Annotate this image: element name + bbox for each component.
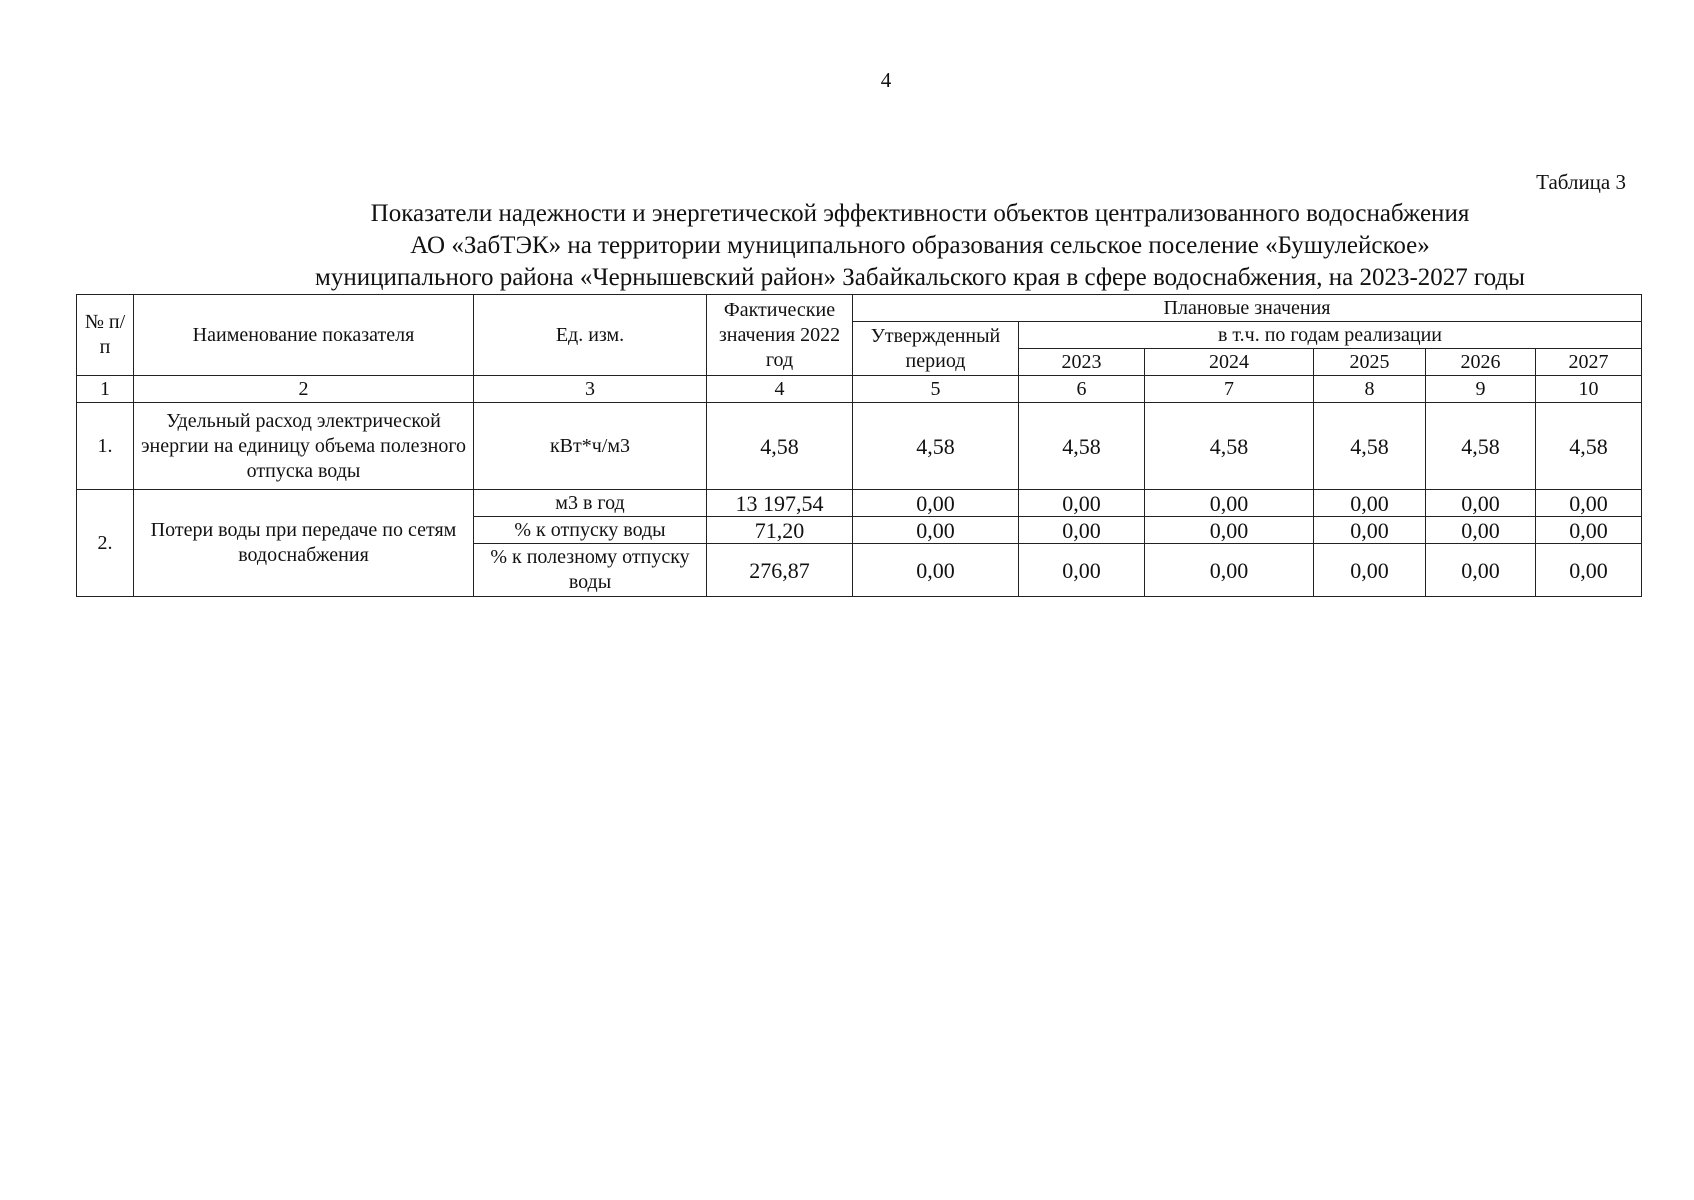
header-year: 2026 bbox=[1426, 349, 1536, 376]
column-index: 6 bbox=[1019, 376, 1145, 403]
header-row-1 bbox=[77, 295, 1642, 322]
value-2025: 0,00 bbox=[1314, 490, 1426, 517]
column-index: 7 bbox=[1145, 376, 1314, 403]
value-2023: 0,00 bbox=[1019, 544, 1145, 597]
value-2024: 0,00 bbox=[1145, 517, 1314, 544]
table-label: Таблица 3 bbox=[1536, 170, 1626, 194]
header-actual: Фактические значения 2022 год bbox=[707, 295, 853, 376]
header-year: 2023 bbox=[1019, 349, 1145, 376]
value-2027: 0,00 bbox=[1536, 544, 1642, 597]
table-row bbox=[77, 403, 1642, 490]
header-year: 2027 bbox=[1536, 349, 1642, 376]
header-planned: Плановые значения bbox=[853, 295, 1642, 322]
value-approved: 0,00 bbox=[853, 490, 1019, 517]
indicators-table bbox=[76, 294, 1642, 597]
row-num: 2. bbox=[77, 490, 134, 597]
value-approved: 0,00 bbox=[853, 544, 1019, 597]
value-2026: 4,58 bbox=[1426, 403, 1536, 490]
row-unit: % к отпуску воды bbox=[474, 517, 707, 544]
page-number: 4 bbox=[880, 68, 892, 92]
value-2025: 0,00 bbox=[1314, 517, 1426, 544]
value-actual-2022: 13 197,54 bbox=[707, 490, 853, 517]
header-num: № п/п bbox=[77, 295, 134, 376]
column-index: 8 bbox=[1314, 376, 1426, 403]
value-approved: 0,00 bbox=[853, 517, 1019, 544]
header-unit: Ед. изм. bbox=[474, 295, 707, 376]
value-2025: 0,00 bbox=[1314, 544, 1426, 597]
value-2027: 4,58 bbox=[1536, 403, 1642, 490]
value-actual-2022: 71,20 bbox=[707, 517, 853, 544]
column-index: 4 bbox=[707, 376, 853, 403]
value-actual-2022: 4,58 bbox=[707, 403, 853, 490]
value-2024: 4,58 bbox=[1145, 403, 1314, 490]
column-index: 1 bbox=[77, 376, 134, 403]
column-index: 9 bbox=[1426, 376, 1536, 403]
value-approved: 4,58 bbox=[853, 403, 1019, 490]
value-2023: 0,00 bbox=[1019, 490, 1145, 517]
header-year: 2025 bbox=[1314, 349, 1426, 376]
header-approved: Утвержденный период bbox=[853, 322, 1019, 376]
table-row bbox=[77, 490, 1642, 517]
value-2027: 0,00 bbox=[1536, 490, 1642, 517]
value-2025: 4,58 bbox=[1314, 403, 1426, 490]
row-unit: % к полезному отпуску воды bbox=[474, 544, 707, 597]
column-index: 5 bbox=[853, 376, 1019, 403]
row-unit: кВт*ч/м3 bbox=[474, 403, 707, 490]
header-year: 2024 bbox=[1145, 349, 1314, 376]
column-index: 3 bbox=[474, 376, 707, 403]
value-2026: 0,00 bbox=[1426, 517, 1536, 544]
header-name: Наименование показателя bbox=[134, 295, 474, 376]
header-by-years: в т.ч. по годам реализации bbox=[1019, 322, 1642, 349]
value-2024: 0,00 bbox=[1145, 544, 1314, 597]
title-line-2: АО «ЗабТЭК» на территории муниципального образования сельское поселение «Бушулейское» bbox=[410, 232, 1430, 259]
row-num: 1. bbox=[77, 403, 134, 490]
row-name: Удельный расход электрической энергии на единицу объема полезного отпуска воды bbox=[134, 403, 474, 490]
row-name: Потери воды при передаче по сетям водоснабжения bbox=[134, 490, 474, 597]
value-2024: 0,00 bbox=[1145, 490, 1314, 517]
value-2026: 0,00 bbox=[1426, 490, 1536, 517]
value-2026: 0,00 bbox=[1426, 544, 1536, 597]
value-2023: 0,00 bbox=[1019, 517, 1145, 544]
column-index-row bbox=[77, 376, 1642, 403]
value-2027: 0,00 bbox=[1536, 517, 1642, 544]
row-unit: м3 в год bbox=[474, 490, 707, 517]
column-index: 2 bbox=[134, 376, 474, 403]
title-line-3: муниципального района «Чернышевский район» Забайкальского края в сфере водоснабжения, на 2023-2027 годы bbox=[315, 264, 1525, 291]
value-actual-2022: 276,87 bbox=[707, 544, 853, 597]
column-index: 10 bbox=[1536, 376, 1642, 403]
document-title bbox=[220, 198, 1620, 294]
value-2023: 4,58 bbox=[1019, 403, 1145, 490]
title-line-1: Показатели надежности и энергетической эффективности объектов централизованного водоснабжения bbox=[370, 200, 1470, 227]
